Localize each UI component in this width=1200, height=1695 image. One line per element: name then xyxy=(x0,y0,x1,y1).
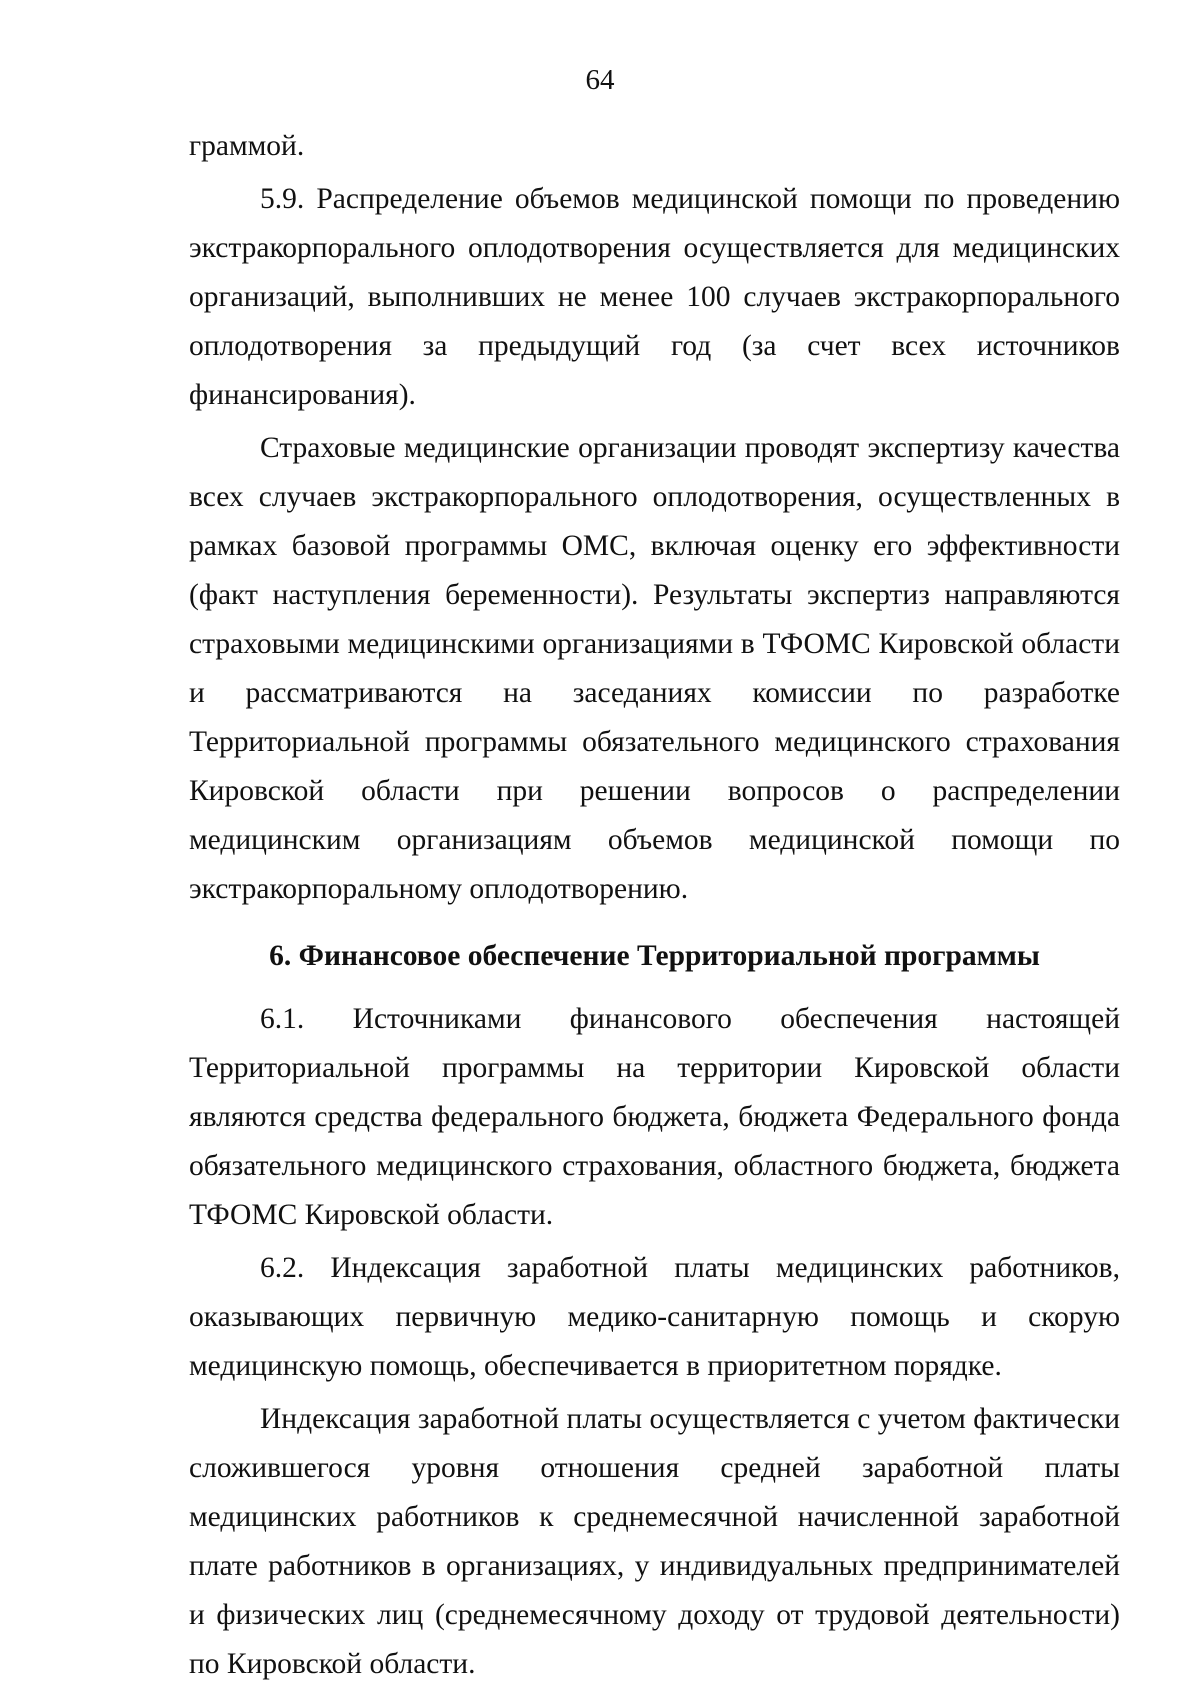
page-number: 64 xyxy=(585,64,615,96)
paragraph-continuation: граммой. xyxy=(189,130,305,162)
paragraph-5-9: 5.9. Распределение объемов медицинской помощи по проведению экстракорпорального оплодотворения осуществляется для медицинских организаций, выполнивших не менее 100 случаев экстракорпорального оплодотворения за предыдущий год (за счет всех источников финансирования). xyxy=(189,183,1120,411)
document-body xyxy=(189,122,1120,1689)
paragraph-6-1: 6.1. Источниками финансового обеспечения настоящей Территориальной программы на территории Кировской области являются средства федерального бюджета, бюджета Федерального фонда обязательного медицинского страхования, областного бюджета, бюджета ТФОМС Кировской области. xyxy=(189,1003,1120,1231)
section-heading-6: 6. Финансовое обеспечение Территориальной программы xyxy=(269,940,1040,972)
paragraph-6-2: 6.2. Индексация заработной платы медицинских работников, оказывающих первичную медико-санитарную помощь и скорую медицинскую помощь, обеспечивается в приоритетном порядке. xyxy=(189,1252,1120,1382)
paragraph-insurance-expertise: Страховые медицинские организации проводят экспертизу качества всех случаев экстракорпорального оплодотворения, осуществленных в рамках базовой программы ОМС, включая оценку его эффективности (факт наступления беременности). Результаты экспертиз направляются страховыми медицинскими организациями в ТФОМС Кировской области и рассматриваются на заседаниях комиссии по разработке Территориальной программы обязательного медицинского страхования Кировской области при решении вопросов о распределении медицинским организациям объемов медицинской помощи по экстракорпоральному оплодотворению. xyxy=(189,432,1120,905)
paragraph-salary-indexation: Индексация заработной платы осуществляется с учетом фактически сложившегося уровня отношения средней заработной платы медицинских работников к среднемесячной начисленной заработной плате работников в организациях, у индивидуальных предпринимателей и физических лиц (среднемесячному доходу от трудовой деятельности) по Кировской области. xyxy=(189,1403,1120,1680)
